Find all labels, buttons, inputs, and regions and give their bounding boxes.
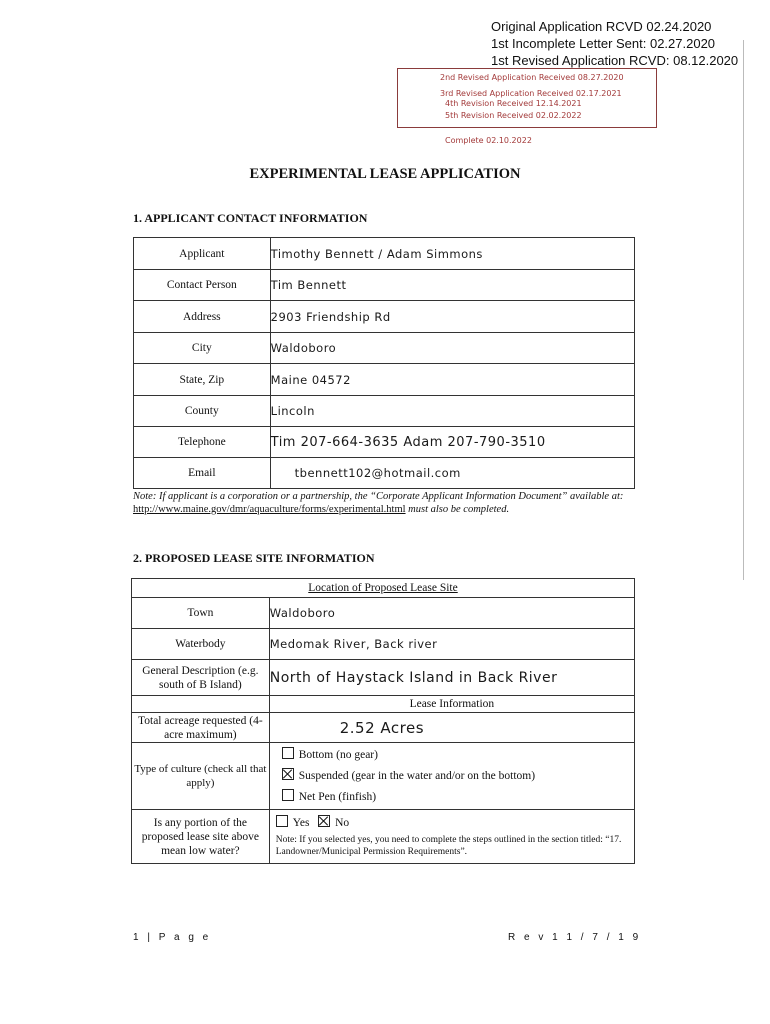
town-label: Town (132, 598, 270, 629)
applicant-contact-table (133, 237, 635, 489)
lease-site-table (131, 578, 635, 864)
original-received-line: Original Application RCVD 02.24.2020 (491, 19, 712, 34)
checkbox-checked-icon[interactable] (318, 815, 330, 827)
revised-received-line: 1st Revised Application RCVD: 08.12.2020 (491, 53, 739, 68)
email-value: tbennett102@hotmail.com (270, 458, 634, 489)
checkbox-unchecked-icon[interactable] (282, 789, 294, 801)
state-zip-label: State, Zip (134, 364, 271, 396)
culture-option-net-pen[interactable] (282, 787, 634, 808)
stamp-line-complete: Complete 02.10.2022 (445, 136, 532, 145)
section1-heading: 1. APPLICANT CONTACT INFORMATION (133, 211, 368, 225)
general-description-value: North of Haystack Island in Back River (269, 660, 634, 696)
contact-person-label: Contact Person (134, 270, 271, 301)
note-text: Note: If applicant is a corporation or a partnership, the “Corporate Applicant Information Document” available at: (133, 491, 624, 502)
stamp-line-3rd: 3rd Revised Application Received 02.17.2021 (440, 89, 622, 98)
email-label: Email (134, 458, 271, 489)
table-row (134, 427, 635, 458)
stamp-line-4th: 4th Revision Received 12.14.2021 (445, 99, 582, 108)
table-row (132, 810, 635, 864)
culture-option-label: Net Pen (finfish) (298, 790, 377, 803)
telephone-value: Tim 207-664-3635 Adam 207-790-3510 (270, 427, 634, 458)
mean-low-water-note: Note: If you selected yes, you need to complete the steps outlined in the section titled: “17. Landowner/Municipal Permission Requirements”. (275, 835, 622, 857)
culture-option-suspended[interactable] (282, 766, 634, 787)
corporate-applicant-note (133, 490, 653, 516)
culture-options (269, 743, 634, 810)
county-value: Lincoln (270, 396, 634, 427)
table-row (134, 238, 635, 270)
waterbody-value: Medomak River, Back river (269, 629, 634, 660)
checkbox-checked-icon[interactable] (282, 768, 294, 780)
checkbox-unchecked-icon[interactable] (282, 747, 294, 759)
city-label: City (134, 333, 271, 364)
acreage-value: 2.52 Acres (269, 713, 634, 743)
table-row (132, 696, 635, 713)
incomplete-letter-line: 1st Incomplete Letter Sent: 02.27.2020 (491, 36, 716, 51)
table-row (132, 629, 635, 660)
table-row (134, 396, 635, 427)
note-end-text: must also be completed. (408, 504, 510, 515)
experimental-form-link[interactable]: http://www.maine.gov/dmr/aquaculture/forms/experimental.html (133, 504, 406, 515)
contact-person-value: Tim Bennett (270, 270, 634, 301)
page-number: 1 | P a g e (133, 932, 212, 943)
applicant-value: Timothy Bennett / Adam Simmons (270, 238, 634, 270)
culture-option-bottom[interactable] (282, 745, 634, 766)
checkbox-unchecked-icon[interactable] (276, 815, 288, 827)
address-value: 2903 Friendship Rd (270, 301, 634, 333)
culture-option-label: Suspended (gear in the water and/or on the bottom) (298, 769, 536, 782)
stamp-line-2nd: 2nd Revised Application Received 08.27.2020 (440, 73, 624, 82)
applicant-label: Applicant (134, 238, 271, 270)
address-label: Address (134, 301, 271, 333)
town-value: Waldoboro (269, 598, 634, 629)
acreage-label: Total acreage requested (4-acre maximum) (132, 713, 270, 743)
table-row (132, 598, 635, 629)
waterbody-label: Waterbody (132, 629, 270, 660)
lease-info-header: Lease Information (269, 696, 634, 713)
blank-cell (132, 696, 270, 713)
no-label: No (335, 817, 350, 829)
county-label: County (134, 396, 271, 427)
general-description-label: General Description (e.g. south of B Island) (132, 660, 270, 696)
state-zip-value: Maine 04572 (270, 364, 634, 396)
scan-margin-line (743, 40, 744, 580)
stamp-line-5th: 5th Revision Received 02.02.2022 (445, 111, 582, 120)
table-row (132, 579, 635, 598)
mean-low-water-label: Is any portion of the proposed lease site above mean low water? (132, 810, 270, 864)
telephone-label: Telephone (134, 427, 271, 458)
table-row (132, 713, 635, 743)
page-title: EXPERIMENTAL LEASE APPLICATION (249, 166, 521, 182)
revision-date: R e v 1 1 / 7 / 1 9 (508, 932, 642, 943)
yes-label: Yes (292, 817, 310, 829)
table-row (134, 458, 635, 489)
city-value: Waldoboro (270, 333, 634, 364)
section2-heading: 2. PROPOSED LEASE SITE INFORMATION (133, 551, 375, 565)
culture-option-label: Bottom (no gear) (298, 748, 378, 761)
table-row (132, 660, 635, 696)
culture-type-label: Type of culture (check all that apply) (132, 743, 270, 810)
table-row (134, 333, 635, 364)
received-dates-header (491, 18, 738, 69)
table-row (134, 364, 635, 396)
table-row (132, 743, 635, 810)
table-row (134, 270, 635, 301)
mean-low-water-answer (269, 810, 634, 864)
location-header: Location of Proposed Lease Site (132, 579, 635, 598)
table-row (134, 301, 635, 333)
